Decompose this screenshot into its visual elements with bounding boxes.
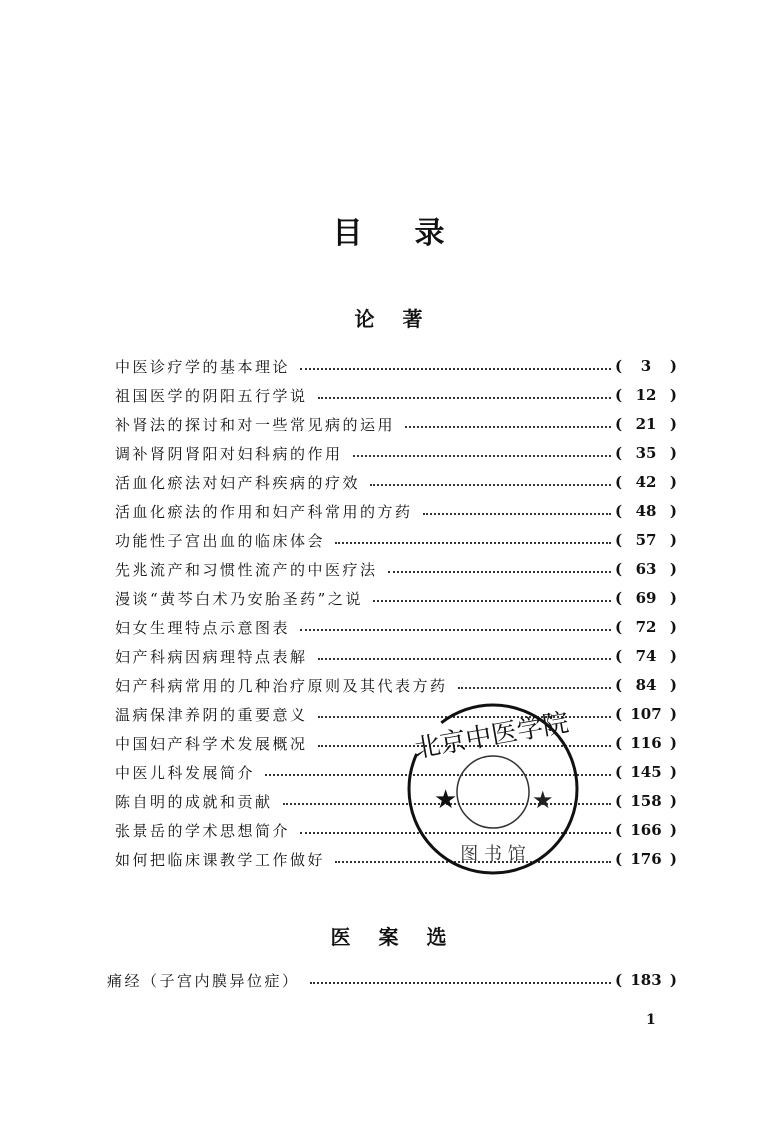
- toc-entry: [115, 819, 677, 841]
- toc-entry: [115, 790, 677, 812]
- entry-page: ( 69 ): [615, 589, 677, 607]
- entry-page: ( 57 ): [615, 531, 677, 549]
- section-heading: 论著: [354, 307, 451, 331]
- entry-page: ( 74 ): [615, 647, 677, 665]
- entry-title: 调补肾阴肾阳对妇科病的作用: [115, 444, 343, 463]
- dot-leader: [405, 426, 611, 428]
- toc-entry: [115, 732, 677, 754]
- entry-title: 中医儿科发展简介: [115, 763, 256, 782]
- entry-title: 温病保津养阴的重要意义: [115, 705, 308, 724]
- entry-title: 先兆流产和习惯性流产的中医疗法: [115, 560, 378, 579]
- toc-entry: [115, 761, 677, 783]
- dot-leader: [318, 745, 611, 747]
- toc-entry: [115, 645, 677, 667]
- page-title: 目录: [332, 216, 497, 251]
- dot-leader: [353, 455, 611, 457]
- dot-leader: [370, 484, 611, 486]
- entry-title: 妇女生理特点示意图表: [115, 618, 291, 637]
- toc-entry: [115, 848, 677, 870]
- svg-text:图 书 馆: 图 书 馆: [460, 844, 526, 865]
- toc-entry: [115, 703, 677, 725]
- entry-page: ( 145 ): [615, 763, 677, 781]
- toc-entry: [115, 442, 677, 464]
- entry-title: 补肾法的探讨和对一些常见病的运用: [115, 415, 396, 434]
- entry-title: 中医诊疗学的基本理论: [115, 357, 291, 376]
- entry-page: ( 176 ): [615, 850, 677, 868]
- dot-leader: [388, 571, 611, 573]
- entry-title: 祖国医学的阴阳五行学说: [115, 386, 308, 405]
- page-number: 1: [646, 1012, 656, 1028]
- dot-leader: [300, 832, 611, 834]
- entry-page: ( 21 ): [615, 415, 677, 433]
- dot-leader: [265, 774, 611, 776]
- dot-leader: [310, 982, 611, 984]
- toc-entry: [115, 471, 677, 493]
- toc-entry: [115, 616, 677, 638]
- toc-entry: [115, 384, 677, 406]
- entry-page: ( 107 ): [615, 705, 677, 723]
- svg-text:★: ★: [532, 786, 554, 814]
- svg-text:★: ★: [434, 785, 458, 815]
- entry-page: ( 166 ): [615, 821, 677, 839]
- dot-leader: [283, 803, 611, 805]
- dot-leader: [318, 658, 611, 660]
- entry-page: ( 48 ): [615, 502, 677, 520]
- dot-leader: [335, 542, 611, 544]
- entry-page: ( 35 ): [615, 444, 677, 462]
- entry-page: ( 12 ): [615, 386, 677, 404]
- entry-title: 中国妇产科学术发展概况: [115, 734, 308, 753]
- dot-leader: [458, 687, 611, 689]
- entry-title: 妇产科病因病理特点表解: [115, 647, 308, 666]
- entry-page: ( 42 ): [615, 473, 677, 491]
- section-heading: 医案选: [330, 925, 475, 949]
- entry-title: 如何把临床课教学工作做好: [115, 850, 326, 869]
- entry-title: 活血化瘀法的作用和妇产科常用的方药: [115, 502, 413, 521]
- entry-title: 张景岳的学术思想简介: [115, 821, 291, 840]
- entry-page: ( 72 ): [615, 618, 677, 636]
- entry-title: 妇产科病常用的几种治疗原则及其代表方药: [115, 676, 448, 695]
- entry-page: ( 63 ): [615, 560, 677, 578]
- entry-page: ( 3 ): [615, 357, 677, 375]
- entry-page: ( 116 ): [615, 734, 677, 752]
- entry-title: 功能性子宫出血的临床体会: [115, 531, 326, 550]
- svg-text:北京中医学院: 北京中医学院: [412, 707, 572, 765]
- dot-leader: [373, 600, 611, 602]
- dot-leader: [318, 716, 611, 718]
- toc-entry: [115, 355, 677, 377]
- toc-entry: [115, 413, 677, 435]
- entry-title: 陈自明的成就和贡献: [115, 792, 273, 811]
- dot-leader: [318, 397, 611, 399]
- dot-leader: [300, 368, 611, 370]
- toc-entry: [115, 529, 677, 551]
- dot-leader: [300, 629, 611, 631]
- entry-title: 痛经（子宫内膜异位症）: [107, 971, 300, 990]
- entry-page: ( 84 ): [615, 676, 677, 694]
- entry-page: ( 158 ): [615, 792, 677, 810]
- toc-entry: [115, 558, 677, 580]
- toc-entry: [115, 500, 677, 522]
- toc-entry: [107, 969, 677, 991]
- toc-entry: [115, 674, 677, 696]
- entry-title: 活血化瘀法对妇产科疾病的疗效: [115, 473, 361, 492]
- toc-entry: [115, 587, 677, 609]
- entry-title: 漫谈“黄芩白术乃安胎圣药”之说: [115, 589, 363, 608]
- dot-leader: [423, 513, 611, 515]
- dot-leader: [335, 861, 611, 863]
- entry-page: ( 183 ): [615, 971, 677, 989]
